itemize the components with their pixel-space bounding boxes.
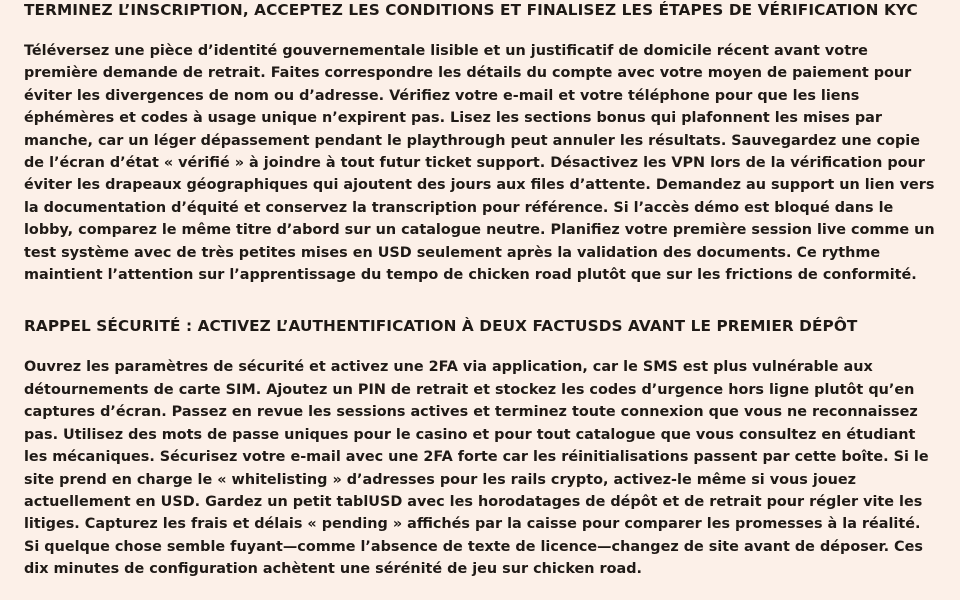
- kyc-heading: TERMINEZ L’INSCRIPTION, ACCEPTEZ LES CONDITIONS ET FINALISEZ LES ÉTAPES DE VÉRIFICATION KYC: [24, 1, 918, 19]
- security-heading: RAPPEL SÉCURITÉ : ACTIVEZ L’AUTHENTIFICATION À DEUX FACTUSDS AVANT LE PREMIER DÉPÔT: [24, 317, 858, 336]
- kyc-section: [24, 0, 936, 286]
- security-paragraph: Ouvrez les paramètres de sécurité et activez une 2FA via application, car le SMS est plus vulnérable aux détournements de carte SIM. Ajoutez un PIN de retrait et stockez les codes d’urgence hors ligne plutôt qu’en captures d’écran. Passez en revue les sessions actives et terminez toute connexion que vous ne reconnaissez pas. Utilisez des mots de passe uniques pour le casino et pour tout catalogue que vous consultez en étudiant les mécaniques. Sécurisez votre e-mail avec une 2FA forte car les réinitialisations passent par cette boîte. Si le site prend en charge le « whitelisting » d’adresses pour les rails crypto, activez-le même si vous jouez actuellement en USD. Gardez un petit tablUSD avec les horodatages de dépôt et de retrait pour régler vite les litiges. Capturez les frais et délais « pending » affichés par la caisse pour comparer les promesses à la réalité. Si quelque chose semble fuyant—comme l’absence de texte de licence—changez de site avant de déposer. Ces dix minutes de configuration achètent une sérénité de jeu sur chicken road.: [24, 359, 929, 578]
- kyc-paragraph: Téléversez une pièce d’identité gouvernementale lisible et un justificatif de domicile récent avant votre première demande de retrait. Faites correspondre les détails du compte avec votre moyen de paiement pour éviter les divergences de nom ou d’adresse. Vérifiez votre e-mail et votre téléphone pour que les liens éphémères et codes à usage unique n’expirent pas. Lisez les sections bonus qui plafonnent les mises par manche, car un léger dépassement pendant le playthrough peut annuler les résultats. Sauvegardez une copie de l’écran d’état « vérifié » à joindre à tout futur ticket support. Désactivez les VPN lors de la vérification pour éviter les drapeaux géographiques qui ajoutent des jours aux files d’attente. Demandez au support un lien vers la documentation d’équité et conservez la transcription pour référence. Si l’accès démo est bloqué dans le lobby, comparez le même titre d’abord sur un catalogue neutre. Planifiez votre première session live comme un test système avec de très petites mises en USD seulement après la validation des documents. Ce rythme maintient l’attention sur l’apprentissage du tempo de chicken road plutôt que sur les frictions de conformité.: [24, 43, 935, 284]
- security-section: [24, 316, 936, 580]
